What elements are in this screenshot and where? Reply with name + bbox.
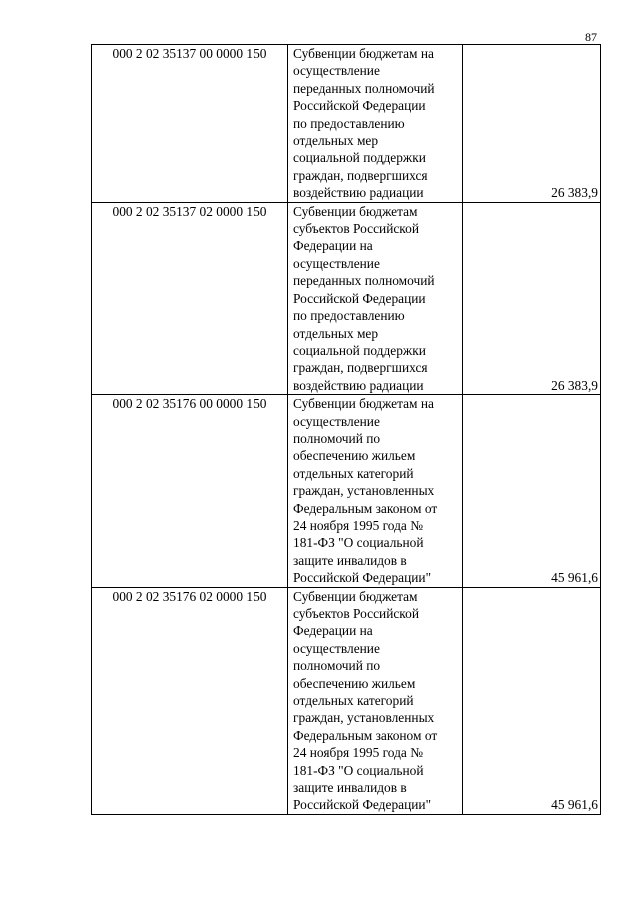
description-line: Субвенции бюджетам на — [293, 46, 434, 61]
description-cell — [288, 45, 463, 203]
table-body — [92, 45, 601, 815]
table-row — [92, 202, 601, 394]
description-line: осуществление — [293, 255, 380, 271]
amount-cell: 45 961,6 — [463, 395, 601, 587]
description-line: граждан, установленных — [293, 483, 435, 499]
description-line: Субвенции бюджетам — [293, 203, 418, 219]
description-line: защите инвалидов в — [293, 552, 407, 568]
description-line: отдельных мер — [293, 325, 379, 341]
description-line: воздействию радиации — [293, 185, 424, 201]
description-line: субъектов Российской — [293, 606, 419, 621]
description-line: Субвенции бюджетам — [293, 588, 418, 604]
description-line: граждан, установленных — [293, 710, 435, 726]
description-line: Российской Федерации" — [293, 797, 432, 813]
description-line: отдельных мер — [293, 133, 379, 149]
description-line: Российской Федерации — [293, 290, 426, 306]
budget-code-cell: 000 2 02 35176 02 0000 150 — [92, 587, 288, 814]
description-line: обеспечению жильем — [293, 675, 416, 691]
description-line: отдельных категорий — [293, 465, 414, 481]
description-line: 24 ноября 1995 года № — [293, 745, 423, 761]
description-line: обеспечению жильем — [293, 448, 416, 464]
description-line: полномочий по — [293, 430, 381, 446]
amount-cell: 26 383,9 — [463, 45, 601, 203]
description-line: Федерации на — [293, 238, 373, 254]
description-cell — [288, 395, 463, 587]
description-line: 181-ФЗ "О социальной — [293, 762, 424, 778]
description-line: Российской Федерации — [293, 98, 426, 114]
budget-code-cell: 000 2 02 35137 02 0000 150 — [92, 202, 288, 394]
description-line: граждан, подвергшихся — [293, 167, 428, 183]
description-cell — [288, 587, 463, 814]
table-row — [92, 45, 601, 203]
budget-table — [91, 44, 601, 815]
description-line: осуществление — [293, 63, 380, 79]
budget-code-cell: 000 2 02 35176 00 0000 150 — [92, 395, 288, 587]
description-line: субъектов Российской — [293, 221, 419, 237]
description-line: социальной поддержки — [293, 342, 426, 358]
description-line: по предоставлению — [293, 308, 405, 324]
description-line: 24 ноября 1995 года № — [293, 517, 423, 533]
description-line: Федеральным законом от — [293, 500, 438, 516]
description-line: Субвенции бюджетам на — [293, 396, 434, 412]
budget-code-cell: 000 2 02 35137 00 0000 150 — [92, 45, 288, 203]
description-line: переданных полномочий — [293, 80, 435, 96]
description-line: осуществление — [293, 413, 380, 429]
table-row — [92, 587, 601, 814]
description-line: граждан, подвергшихся — [293, 360, 428, 376]
description-line: 181-ФЗ "О социальной — [293, 535, 424, 551]
page-number: 87 — [585, 30, 597, 44]
description-line: отдельных категорий — [293, 693, 414, 709]
description-line: осуществление — [293, 640, 380, 656]
description-line: воздействию радиации — [293, 377, 424, 393]
description-line: Федерации на — [293, 623, 373, 639]
description-line: по предоставлению — [293, 115, 405, 131]
table-row — [92, 395, 601, 587]
description-line: Федеральным законом от — [293, 727, 438, 743]
amount-cell: 45 961,6 — [463, 587, 601, 814]
description-cell — [288, 202, 463, 394]
description-line: Российской Федерации" — [293, 570, 432, 586]
description-line: социальной поддержки — [293, 150, 426, 166]
description-line: защите инвалидов в — [293, 780, 407, 796]
description-line: переданных полномочий — [293, 273, 435, 289]
description-line: полномочий по — [293, 658, 381, 674]
amount-cell: 26 383,9 — [463, 202, 601, 394]
